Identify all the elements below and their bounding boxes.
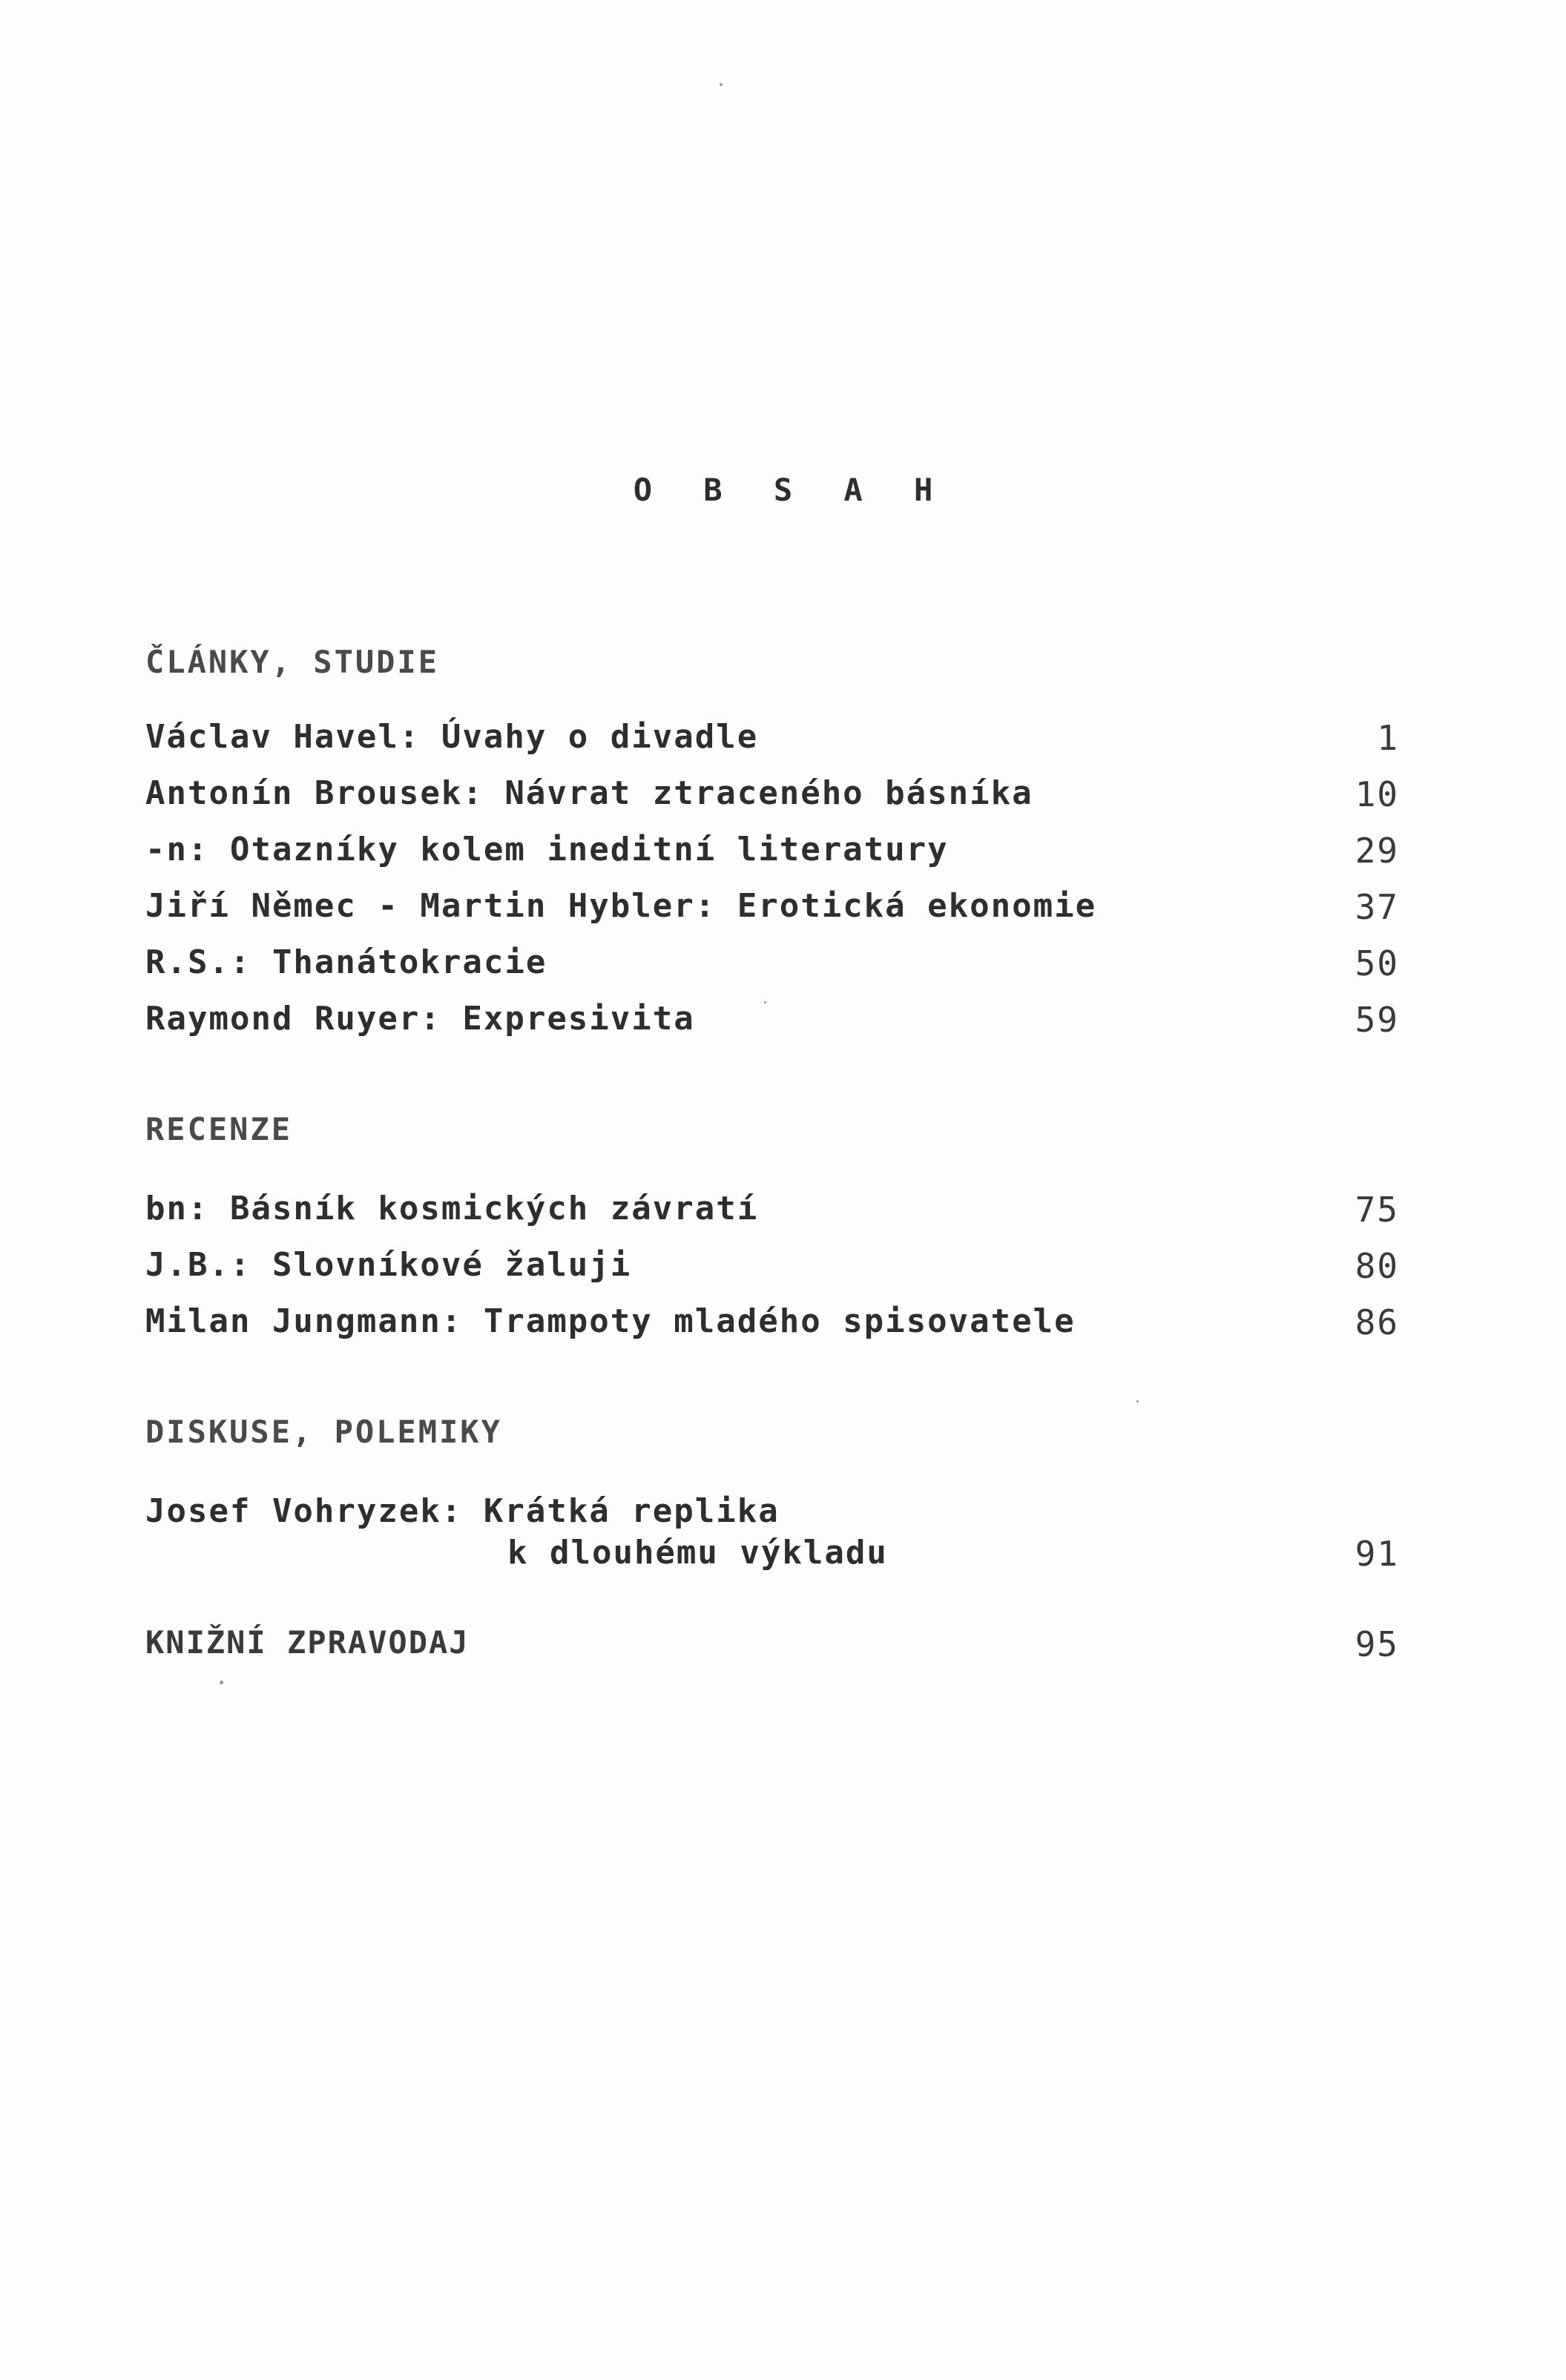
toc-entry[interactable] bbox=[145, 887, 1399, 934]
toc-entry-page: 75 bbox=[1355, 1190, 1399, 1230]
paper-speck bbox=[764, 1001, 766, 1003]
toc-entry-text: Milan Jungmann: Trampoty mladého spisovatele bbox=[145, 1302, 1076, 1340]
toc-entry-text: J.B.: Slovníkové žaluji bbox=[145, 1246, 632, 1284]
toc-entry-page: 50 bbox=[1355, 943, 1399, 983]
paper-speck bbox=[720, 83, 723, 86]
toc-entry-text: Antonín Brousek: Návrat ztraceného básníka bbox=[145, 774, 1033, 812]
paper-speck bbox=[1136, 1400, 1139, 1402]
toc-entry[interactable] bbox=[145, 1190, 1399, 1237]
paper-speck bbox=[220, 1681, 223, 1684]
section-heading-knizni-zpravodaj: KNIŽNÍ ZPRAVODAJ bbox=[145, 1624, 470, 1661]
toc-entry-page: 80 bbox=[1355, 1246, 1399, 1286]
section-heading-clanky: ČLÁNKY, STUDIE bbox=[145, 644, 440, 680]
toc-entry-text-continuation: k dlouhému výkladu bbox=[507, 1534, 888, 1572]
toc-entry[interactable] bbox=[145, 943, 1399, 991]
toc-entry-page: 91 bbox=[1355, 1534, 1399, 1574]
toc-entry-page: 95 bbox=[1355, 1624, 1399, 1664]
toc-entry-text: R.S.: Thanátokracie bbox=[145, 943, 547, 981]
toc-entry-page: 86 bbox=[1355, 1302, 1399, 1342]
toc-entry-text: Jiří Němec - Martin Hybler: Erotická ekonomie bbox=[145, 887, 1097, 925]
toc-entry[interactable] bbox=[145, 831, 1399, 878]
toc-entry-text: Václav Havel: Úvahy o divadle bbox=[145, 718, 759, 756]
toc-entry[interactable] bbox=[145, 718, 1399, 765]
toc-entry-page: 59 bbox=[1355, 1000, 1399, 1040]
section-heading-diskuse: DISKUSE, POLEMIKY bbox=[145, 1414, 502, 1450]
page-title: O B S A H bbox=[633, 472, 950, 508]
toc-entry-text: -n: Otazníky kolem ineditní literatury bbox=[145, 831, 949, 868]
toc-entry-page: 29 bbox=[1355, 831, 1399, 871]
toc-entry[interactable] bbox=[145, 1492, 1399, 1584]
toc-entry[interactable] bbox=[145, 1302, 1399, 1350]
toc-entry-text: Raymond Ruyer: Expresivita bbox=[145, 1000, 695, 1038]
toc-entry-text: Josef Vohryzek: Krátká replika bbox=[145, 1492, 780, 1530]
toc-entry[interactable] bbox=[145, 774, 1399, 822]
toc-entry-knizni-zpravodaj[interactable] bbox=[145, 1624, 1399, 1672]
toc-entry-page: 37 bbox=[1355, 887, 1399, 927]
toc-entry[interactable] bbox=[145, 1246, 1399, 1293]
toc-entry-page: 1 bbox=[1377, 718, 1399, 758]
section-heading-recenze: RECENZE bbox=[145, 1111, 293, 1147]
toc-entry-page: 10 bbox=[1355, 774, 1399, 814]
toc-entry-text: bn: Básník kosmických závratí bbox=[145, 1190, 759, 1227]
toc-entry[interactable] bbox=[145, 1000, 1399, 1047]
